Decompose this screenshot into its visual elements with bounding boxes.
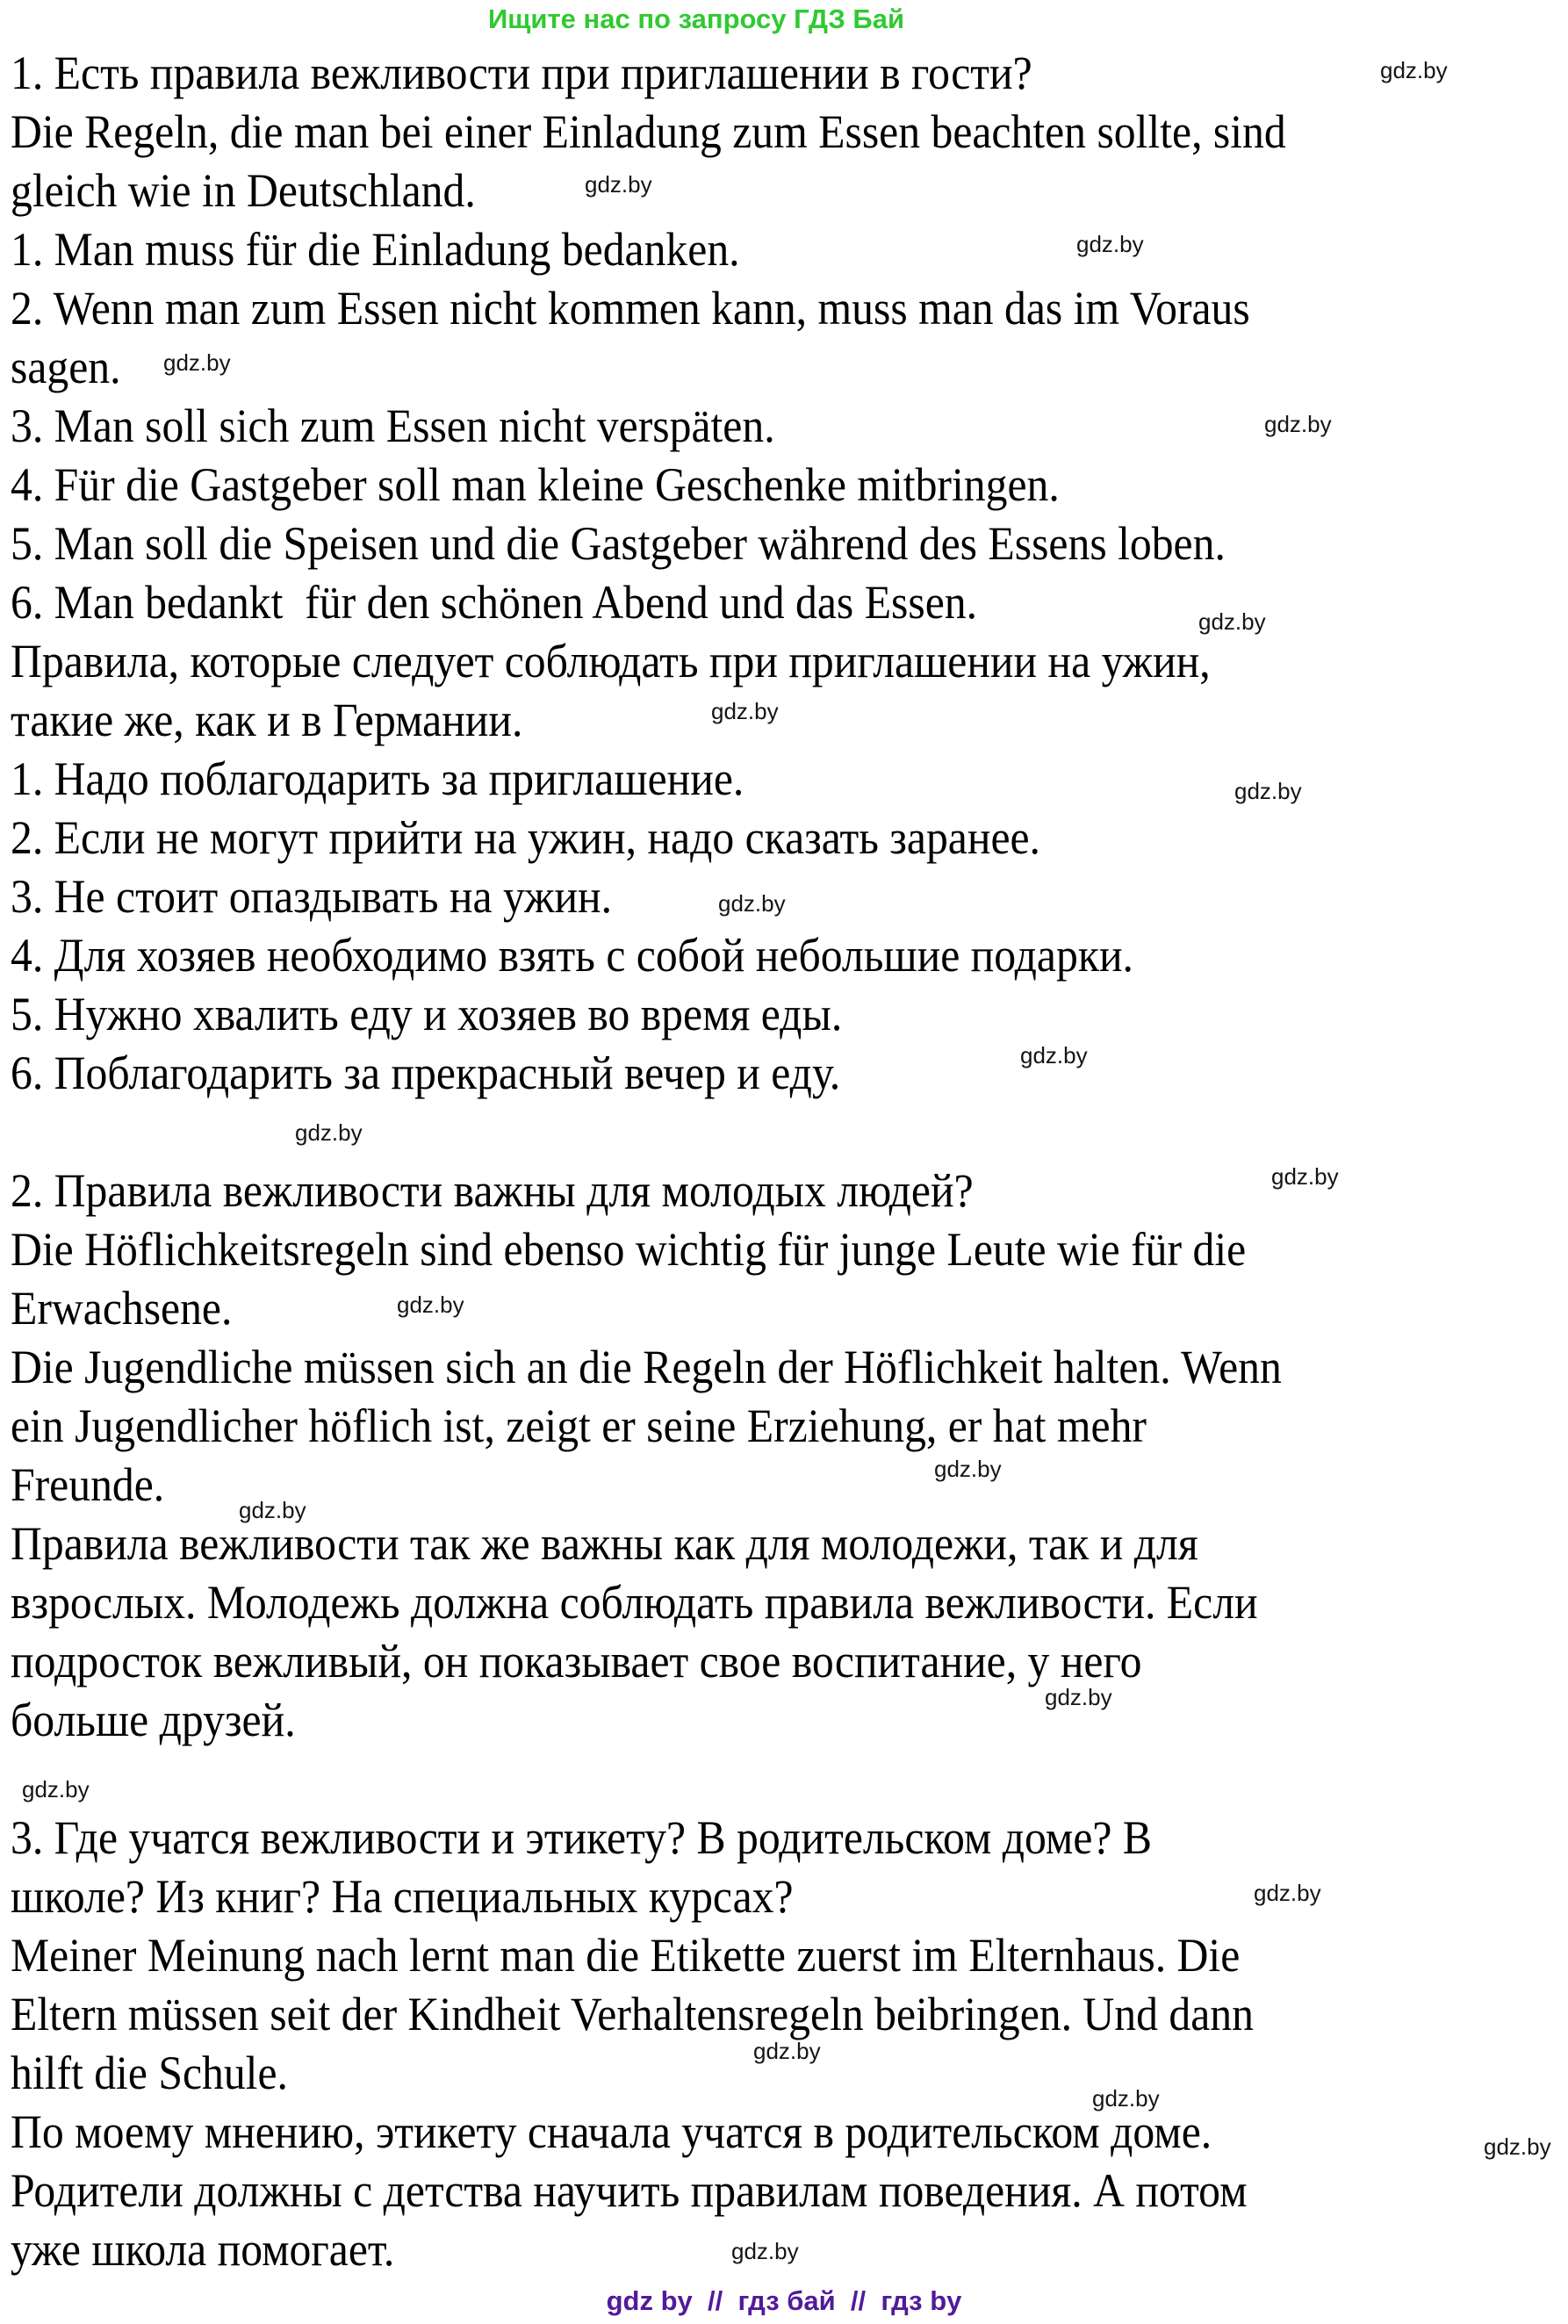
text-line: 5. Нужно хвалить еду и хозяев во время еды. — [11, 988, 843, 1040]
text-line: 3. Man soll sich zum Essen nicht verspäten. — [11, 399, 775, 452]
text-line: 6. Man bedankt für den schönen Abend und das Essen. — [11, 576, 978, 629]
text-line-row — [0, 514, 1568, 573]
text-line-row — [0, 338, 1568, 397]
text-line-row — [0, 632, 1568, 691]
text-line: 1. Надо поблагодарить за приглашение. — [11, 752, 744, 805]
gdzby-watermark: gdz.by — [711, 698, 779, 724]
gdzby-watermark: gdz.by — [1045, 1684, 1112, 1710]
gdzby-watermark: gdz.by — [1264, 411, 1332, 437]
text-line: 2. Wenn man zum Essen nicht kommen kann, muss man das im Voraus — [11, 282, 1250, 335]
gdzby-watermark: gdz.by — [239, 1497, 306, 1523]
gdzby-watermark: gdz.by — [1092, 2085, 1160, 2112]
text-line: Freunde. — [11, 1458, 165, 1511]
gdzby-watermark: gdz.by — [1198, 608, 1266, 635]
text-line: больше друзей. — [11, 1694, 296, 1746]
footer-watermark: gdz by // гдз бай // гдз by — [606, 2285, 962, 2316]
text-line-row — [0, 1926, 1568, 1985]
text-line: sagen. — [11, 341, 121, 393]
text-line-row — [0, 44, 1568, 103]
text-line-row — [0, 985, 1568, 1044]
text-line: 1. Есть правила вежливости при приглашении в гости? — [11, 47, 1032, 99]
text-line: 2. Правила вежливости важны для молодых людей? — [11, 1164, 974, 1217]
text-line: Die Jugendliche müssen sich an die Regeln der Höflichkeit halten. Wenn — [11, 1341, 1282, 1393]
text-line-row — [0, 750, 1568, 809]
text-line: Правила, которые следует соблюдать при приглашении на ужин, — [11, 635, 1211, 687]
text-line-row — [0, 809, 1568, 867]
gdzby-watermark: gdz.by — [397, 1292, 464, 1318]
text-line-row — [0, 573, 1568, 635]
text-line: gleich wie in Deutschland. — [11, 164, 476, 217]
gdzby-watermark: gdz.by — [731, 2238, 799, 2264]
text-line: уже школа помогает. — [11, 2223, 395, 2276]
gdzby-watermark: gdz.by — [1234, 778, 1302, 804]
text-line-row — [0, 1573, 1568, 1632]
gdzby-watermark: gdz.by — [22, 1776, 90, 1802]
text-line-row — [0, 1338, 1568, 1397]
text-line: Meiner Meinung nach lernt man die Etikette zuerst im Elternhaus. Die — [11, 1929, 1241, 1982]
text-line: 4. Для хозяев необходимо взять с собой небольшие подарки. — [11, 929, 1133, 982]
text-line: 3. Не стоит опаздывать на ужин. — [11, 870, 613, 923]
text-line: 1. Man muss für die Einladung bedanken. — [11, 223, 740, 276]
text-line-row — [0, 1750, 1568, 1809]
gdzby-watermark: gdz.by — [295, 1119, 363, 1146]
text-line-row — [0, 926, 1568, 985]
text-line-row — [0, 1809, 1568, 1867]
text-line-row — [0, 1632, 1568, 1691]
text-line-row — [0, 1044, 1568, 1103]
gdzby-watermark: gdz.by — [1484, 2133, 1551, 2160]
text-line: такие же, как и в Германии. — [11, 694, 523, 746]
text-line: По моему мнению, этикету сначала учатся в родительском доме. — [11, 2105, 1212, 2158]
text-line-row — [0, 2103, 1568, 2162]
gdzby-watermark: gdz.by — [1380, 57, 1448, 83]
text-line-row — [0, 162, 1568, 220]
text-line: Родители должны с детства научить правилам поведения. А потом — [11, 2164, 1248, 2217]
gdzby-watermark: gdz.by — [934, 1456, 1002, 1482]
gdzby-watermark: gdz.by — [1254, 1880, 1321, 1906]
text-line-row — [0, 1515, 1568, 1573]
text-line-row — [0, 867, 1568, 926]
text-line-row — [0, 1867, 1568, 1926]
text-line: Eltern müssen seit der Kindheit Verhaltensregeln beibringen. Und dann — [11, 1988, 1254, 2040]
text-line: ein Jugendlicher höflich ist, zeigt er seine Erziehung, er hat mehr — [11, 1399, 1147, 1452]
text-line: 2. Если не могут прийти на ужин, надо сказать заранее. — [11, 811, 1040, 864]
gdzby-watermark: gdz.by — [1076, 231, 1144, 257]
text-line-row — [0, 2038, 1568, 2112]
text-line-row — [0, 1456, 1568, 1523]
gdzby-watermark: gdz.by — [163, 349, 231, 376]
text-line: Erwachsene. — [11, 1282, 233, 1335]
text-line-row — [0, 2220, 1568, 2279]
text-line-row — [0, 1397, 1568, 1456]
text-line-row — [0, 2162, 1568, 2220]
text-line-row — [0, 279, 1568, 338]
text-line-row — [0, 456, 1568, 514]
text-line: hilft die Schule. — [11, 2047, 288, 2099]
text-line: подросток вежливый, он показывает свое воспитание, у него — [11, 1635, 1142, 1687]
promo-header: Ищите нас по запросу ГДЗ Бай — [487, 4, 905, 34]
text-line: Правила вежливости так же важны как для молодежи, так и для — [11, 1517, 1198, 1570]
text-line-row — [0, 1103, 1568, 1162]
gdzby-watermark: gdz.by — [753, 2038, 821, 2064]
text-line-row — [0, 397, 1568, 456]
text-line: школе? Из книг? На специальных курсах? — [11, 1870, 794, 1923]
text-line-row — [0, 1162, 1568, 1220]
text-line-row — [0, 103, 1568, 162]
gdzby-watermark: gdz.by — [1020, 1042, 1088, 1068]
text-line: 6. Поблагодарить за прекрасный вечер и еду. — [11, 1047, 841, 1099]
text-line: взрослых. Молодежь должна соблюдать правила вежливости. Если — [11, 1576, 1258, 1629]
text-line-row — [0, 1684, 1568, 1750]
gdzby-watermark: gdz.by — [585, 171, 652, 198]
gdzby-watermark: gdz.by — [718, 890, 786, 917]
document-body — [0, 44, 1568, 2279]
text-line: Die Regeln, die man bei einer Einladung zum Essen beachten sollte, sind — [11, 105, 1286, 158]
text-line: 5. Man soll die Speisen und die Gastgeber während des Essens loben. — [11, 517, 1226, 570]
text-line-row — [0, 1220, 1568, 1279]
text-line: Die Höflichkeitsregeln sind ebenso wichtig für junge Leute wie für die — [11, 1223, 1247, 1276]
text-line-row — [0, 1279, 1568, 1338]
text-line: 4. Für die Gastgeber soll man kleine Geschenke mitbringen. — [11, 458, 1060, 511]
text-line-row — [0, 691, 1568, 750]
text-line: 3. Где учатся вежливости и этикету? В родительском доме? В — [11, 1811, 1153, 1864]
gdzby-watermark: gdz.by — [1271, 1163, 1339, 1190]
text-line-row — [0, 1985, 1568, 2044]
text-line-row — [0, 220, 1568, 279]
